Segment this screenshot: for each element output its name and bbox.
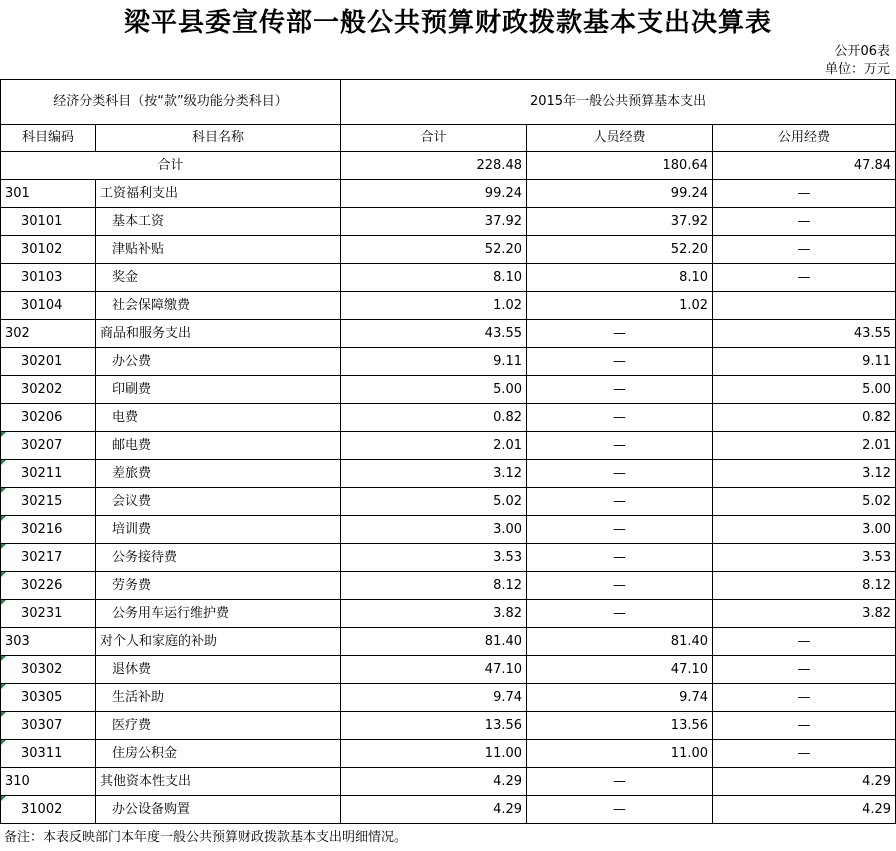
row-code	[1, 376, 96, 404]
report-title: 梁平县委宣传部一般公共预算财政拨款基本支出决算表	[123, 8, 772, 38]
row-total: 4.29	[341, 768, 527, 796]
row-total: 13.56	[341, 712, 527, 740]
row-name: 医疗费	[96, 712, 341, 740]
table-row	[1, 460, 896, 488]
row-code-text: 30217	[21, 550, 63, 565]
row-name: 其他资本性支出	[96, 768, 341, 796]
row-personnel: —	[527, 460, 713, 488]
row-code	[1, 600, 96, 628]
header-row-columns	[1, 125, 896, 152]
row-public: —	[713, 740, 896, 768]
row-total: 37.92	[341, 208, 527, 236]
row-total: 9.11	[341, 348, 527, 376]
row-code-text: 301	[5, 186, 30, 201]
total-row	[1, 152, 896, 180]
row-personnel: —	[527, 516, 713, 544]
row-total: 11.00	[341, 740, 527, 768]
row-code	[1, 292, 96, 320]
row-code-text: 30206	[21, 410, 63, 425]
row-name: 公务接待费	[96, 544, 341, 572]
row-name: 住房公积金	[96, 740, 341, 768]
table-row	[1, 376, 896, 404]
row-total: 8.10	[341, 264, 527, 292]
table-row	[1, 684, 896, 712]
row-name: 培训费	[96, 516, 341, 544]
row-total: 0.82	[341, 404, 527, 432]
row-public: 3.82	[713, 600, 896, 628]
total-public: 47.84	[713, 152, 896, 180]
row-public: 4.29	[713, 796, 896, 824]
row-personnel: —	[527, 544, 713, 572]
row-code-text: 30231	[21, 606, 63, 621]
row-total: 81.40	[341, 628, 527, 656]
table-row	[1, 292, 896, 320]
cell-marker-icon	[1, 656, 6, 661]
row-name: 商品和服务支出	[96, 320, 341, 348]
row-name: 邮电费	[96, 432, 341, 460]
row-public: 3.12	[713, 460, 896, 488]
row-code-text: 30104	[21, 298, 63, 313]
row-public: —	[713, 236, 896, 264]
row-personnel: 11.00	[527, 740, 713, 768]
row-personnel: 9.74	[527, 684, 713, 712]
row-code	[1, 320, 96, 348]
row-total: 9.74	[341, 684, 527, 712]
row-code-text: 30215	[21, 494, 63, 509]
row-personnel: —	[527, 768, 713, 796]
row-code-text: 30101	[21, 214, 63, 229]
row-name: 电费	[96, 404, 341, 432]
row-total: 2.01	[341, 432, 527, 460]
row-code	[1, 796, 96, 824]
table-row	[1, 236, 896, 264]
table-row	[1, 796, 896, 824]
table-row	[1, 628, 896, 656]
cell-marker-icon	[1, 684, 6, 689]
header-code: 科目编码	[1, 125, 96, 152]
row-code	[1, 432, 96, 460]
row-name: 劳务费	[96, 572, 341, 600]
row-total: 47.10	[341, 656, 527, 684]
table-row	[1, 572, 896, 600]
table-row	[1, 208, 896, 236]
row-public: 5.00	[713, 376, 896, 404]
row-code-text: 30102	[21, 242, 63, 257]
row-total: 5.00	[341, 376, 527, 404]
table-row	[1, 740, 896, 768]
cell-marker-icon	[1, 516, 6, 521]
row-code-text: 31002	[21, 802, 63, 817]
row-public: 9.11	[713, 348, 896, 376]
cell-marker-icon	[1, 544, 6, 549]
cell-marker-icon	[1, 796, 6, 801]
row-name: 办公费	[96, 348, 341, 376]
cell-marker-icon	[1, 432, 6, 437]
row-public: —	[713, 684, 896, 712]
row-code	[1, 516, 96, 544]
unit-label: 单位：万元	[824, 62, 890, 77]
row-code-text: 302	[5, 326, 30, 341]
header-total: 合计	[341, 125, 527, 152]
row-total: 3.82	[341, 600, 527, 628]
table-row	[1, 432, 896, 460]
header-economic-classification: 经济分类科目（按“款”级功能分类科目）	[1, 80, 341, 125]
table-row	[1, 488, 896, 516]
row-personnel: —	[527, 348, 713, 376]
row-code	[1, 628, 96, 656]
row-code	[1, 348, 96, 376]
row-public: 2.01	[713, 432, 896, 460]
header-budget-expenditure: 2015年一般公共预算基本支出	[341, 80, 896, 125]
cell-marker-icon	[1, 600, 6, 605]
total-personnel: 180.64	[527, 152, 713, 180]
row-code	[1, 180, 96, 208]
row-public: —	[713, 180, 896, 208]
table-row	[1, 600, 896, 628]
cell-marker-icon	[1, 460, 6, 465]
row-name: 印刷费	[96, 376, 341, 404]
row-code-text: 30226	[21, 578, 63, 593]
form-number: 公开06表	[834, 44, 890, 59]
row-name: 社会保障缴费	[96, 292, 341, 320]
table-row	[1, 348, 896, 376]
row-code-text: 30216	[21, 522, 63, 537]
row-public: 43.55	[713, 320, 896, 348]
row-personnel: —	[527, 432, 713, 460]
total-label: 合计	[1, 152, 341, 180]
row-code	[1, 264, 96, 292]
row-public: —	[713, 208, 896, 236]
row-code-text: 30307	[21, 718, 63, 733]
row-code	[1, 712, 96, 740]
row-personnel: 1.02	[527, 292, 713, 320]
row-public: 4.29	[713, 768, 896, 796]
row-personnel: —	[527, 600, 713, 628]
row-name: 公务用车运行维护费	[96, 600, 341, 628]
row-code-text: 30201	[21, 354, 63, 369]
row-code-text: 30305	[21, 690, 63, 705]
cell-marker-icon	[1, 712, 6, 717]
row-code	[1, 236, 96, 264]
expenditure-table	[0, 79, 896, 824]
row-code-text: 30207	[21, 438, 63, 453]
row-code-text: 303	[5, 634, 30, 649]
row-total: 4.29	[341, 796, 527, 824]
row-code	[1, 488, 96, 516]
total-amount: 228.48	[341, 152, 527, 180]
row-personnel: 37.92	[527, 208, 713, 236]
row-public: 8.12	[713, 572, 896, 600]
row-code	[1, 768, 96, 796]
row-code	[1, 684, 96, 712]
table-row	[1, 516, 896, 544]
row-code-text: 30302	[21, 662, 63, 677]
cell-marker-icon	[1, 740, 6, 745]
row-code	[1, 460, 96, 488]
row-code-text: 30311	[21, 746, 63, 761]
table-row	[1, 404, 896, 432]
row-public: 5.02	[713, 488, 896, 516]
footnote: 备注：本表反映部门本年度一般公共预算财政拨款基本支出明细情况。	[4, 830, 408, 845]
header-public: 公用经费	[713, 125, 896, 152]
row-code-text: 310	[5, 774, 30, 789]
row-personnel: —	[527, 404, 713, 432]
header-row-group	[1, 80, 896, 125]
row-public: —	[713, 712, 896, 740]
row-total: 1.02	[341, 292, 527, 320]
row-name: 办公设备购置	[96, 796, 341, 824]
row-public: —	[713, 628, 896, 656]
table-row	[1, 768, 896, 796]
row-personnel: —	[527, 320, 713, 348]
row-total: 3.12	[341, 460, 527, 488]
header-name: 科目名称	[96, 125, 341, 152]
row-name: 对个人和家庭的补助	[96, 628, 341, 656]
row-personnel: —	[527, 376, 713, 404]
row-personnel: 52.20	[527, 236, 713, 264]
row-name: 奖金	[96, 264, 341, 292]
row-code	[1, 544, 96, 572]
row-personnel: —	[527, 572, 713, 600]
row-total: 5.02	[341, 488, 527, 516]
table-row	[1, 544, 896, 572]
row-public: 3.00	[713, 516, 896, 544]
row-public	[713, 292, 896, 320]
row-name: 基本工资	[96, 208, 341, 236]
row-name: 退休费	[96, 656, 341, 684]
cell-marker-icon	[1, 572, 6, 577]
row-name: 工资福利支出	[96, 180, 341, 208]
row-public: 0.82	[713, 404, 896, 432]
row-code	[1, 656, 96, 684]
table-row	[1, 264, 896, 292]
row-personnel: 13.56	[527, 712, 713, 740]
row-personnel: 8.10	[527, 264, 713, 292]
row-name: 津贴补贴	[96, 236, 341, 264]
row-total: 3.53	[341, 544, 527, 572]
row-code-text: 30103	[21, 270, 63, 285]
row-personnel: 81.40	[527, 628, 713, 656]
row-public: —	[713, 656, 896, 684]
row-code	[1, 572, 96, 600]
row-code-text: 30202	[21, 382, 63, 397]
row-personnel: —	[527, 796, 713, 824]
row-total: 43.55	[341, 320, 527, 348]
row-total: 99.24	[341, 180, 527, 208]
table-row	[1, 712, 896, 740]
table-row	[1, 320, 896, 348]
row-total: 52.20	[341, 236, 527, 264]
row-code	[1, 740, 96, 768]
row-name: 生活补助	[96, 684, 341, 712]
header-personnel: 人员经费	[527, 125, 713, 152]
row-public: 3.53	[713, 544, 896, 572]
table-row	[1, 180, 896, 208]
row-name: 差旅费	[96, 460, 341, 488]
row-name: 会议费	[96, 488, 341, 516]
row-total: 3.00	[341, 516, 527, 544]
cell-marker-icon	[1, 488, 6, 493]
row-total: 8.12	[341, 572, 527, 600]
row-code	[1, 208, 96, 236]
row-personnel: —	[527, 488, 713, 516]
row-public: —	[713, 264, 896, 292]
row-personnel: 99.24	[527, 180, 713, 208]
row-code	[1, 404, 96, 432]
table-row	[1, 656, 896, 684]
row-personnel: 47.10	[527, 656, 713, 684]
row-code-text: 30211	[21, 466, 63, 481]
